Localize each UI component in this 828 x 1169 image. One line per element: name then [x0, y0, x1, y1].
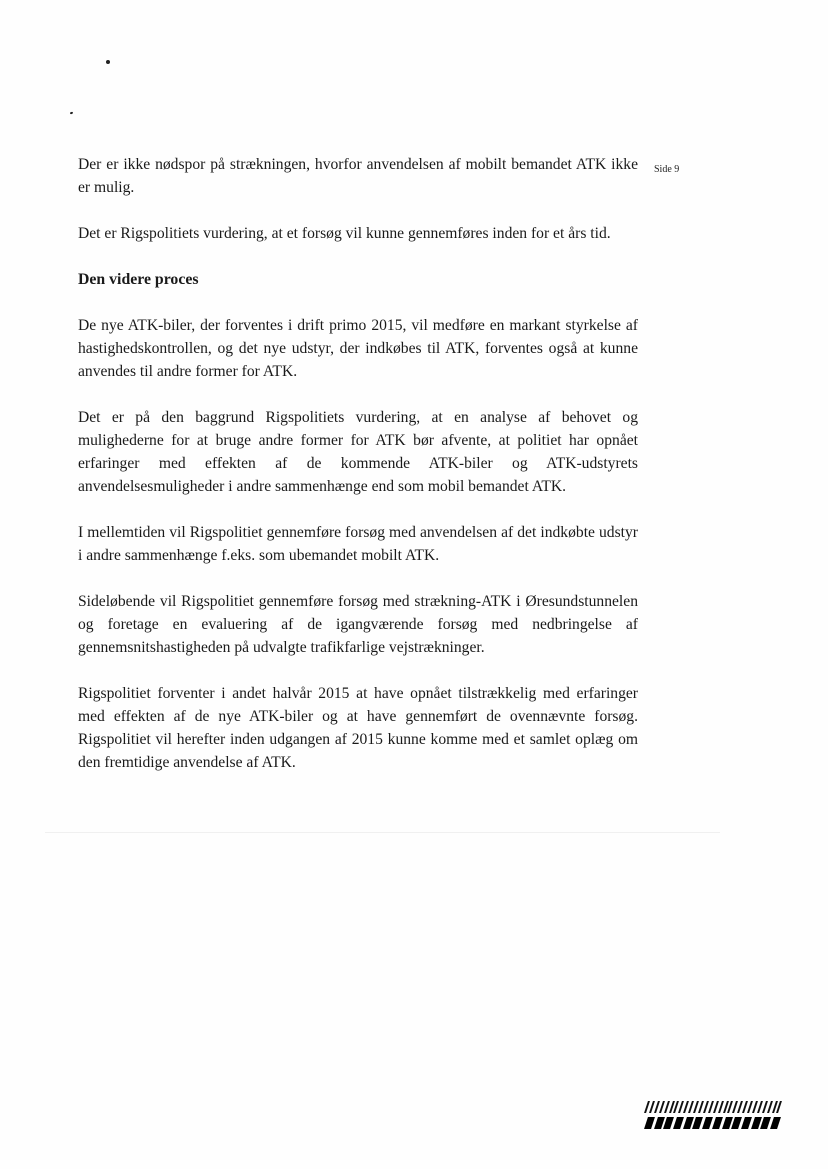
- barcode-mark: [646, 1101, 780, 1133]
- paragraph: Rigspolitiet forventer i andet halvår 2015 at have opnået tilstrækkelig med erfaringer med effekten af de nye ATK-biler og at have gennemført de ovennævnte forsøg. Rigspolitiet vil herefter inden udgangen af 2015 kunne komme med et samlet oplæg om den fremtidige anvendelse af ATK.: [78, 685, 638, 771]
- paragraph: Det er på den baggrund Rigspolitiets vurdering, at en analyse af behovet og mulighederne for at bruge andre former for ATK bør afvente, at politiet har opnået erfaringer med effekten af de kommende ATK-biler og ATK-udstyrets anvendelsesmuligheder i andre sammenhænge end som mobil bemandet ATK.: [78, 409, 638, 495]
- scan-speck: [70, 112, 74, 115]
- paragraph: De nye ATK-biler, der forventes i drift primo 2015, vil medføre en markant styrkelse af hastighedskontrollen, og det nye udstyr, der indkøbes til ATK, forventes også at kunne anvendes til andre former for ATK.: [78, 317, 638, 380]
- document-body: [78, 153, 638, 797]
- paragraph: I mellemtiden vil Rigspolitiet gennemføre forsøg med anvendelsen af det indkøbte udstyr i andre sammenhænge f.eks. som ubemandet mobilt ATK.: [78, 524, 638, 564]
- page-number: Side 9: [654, 164, 680, 175]
- barcode-row-thick: [646, 1117, 780, 1129]
- paragraph: Det er Rigspolitiets vurdering, at et forsøg vil kunne gennemføres inden for et års tid.: [78, 225, 611, 242]
- paragraph: Sideløbende vil Rigspolitiet gennemføre forsøg med strækning-ATK i Øresundstunnelen og foretage en evaluering af de igangværende forsøg med nedbringelse af gennemsnitshastigheden på udvalgte trafikfarlige vejstrækninger.: [78, 593, 638, 656]
- scan-speck: [106, 60, 110, 64]
- section-heading: Den videre proces: [78, 271, 199, 288]
- barcode-row-thin: [646, 1101, 780, 1113]
- scan-artifact-line: [45, 832, 720, 833]
- paragraph: Der er ikke nødspor på strækningen, hvorfor anvendelsen af mobilt bemandet ATK ikke er mulig.: [78, 156, 638, 196]
